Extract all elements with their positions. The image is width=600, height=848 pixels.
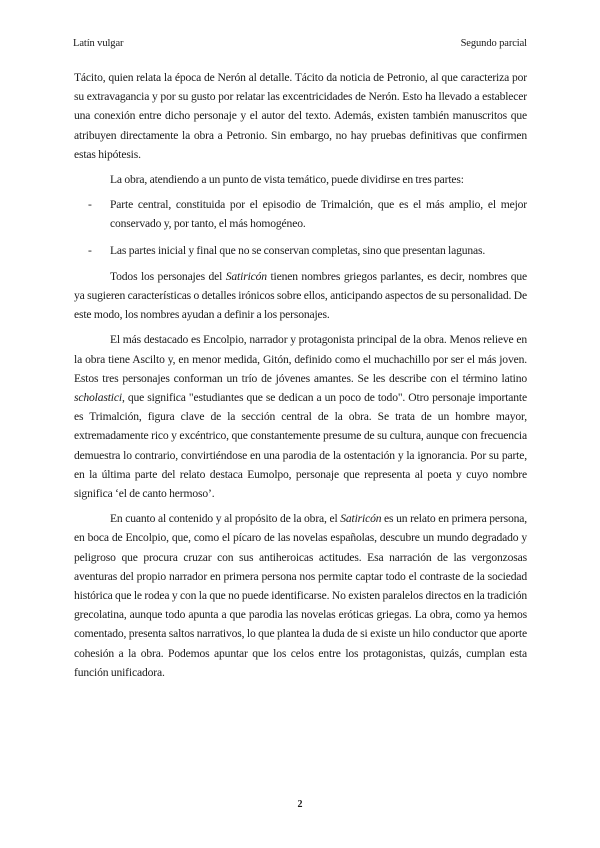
page-header [73, 38, 527, 52]
paragraph-division: La obra, atendiendo a un punto de vista temático, puede dividirse en tres partes: [110, 173, 464, 187]
bullet-dash: - [88, 198, 92, 212]
text-run: tienen nombres griegos parlantes, es decir, nombres que ya sugieren características o detalles irónicos sobre ellos, anticipando aspectos de su personalidad. De este modo, los nombres ayudan a definir a los personajes. [74, 269, 527, 322]
list-item-text: Parte central, constituida por el episodio de Trimalción, que es el más amplio, el mejor conservado y, por tanto, el más homogéneo. [110, 198, 527, 231]
paragraph-character-names [74, 267, 527, 325]
body-text [74, 68, 527, 682]
work-title-italic: Satiricón [225, 269, 267, 283]
text-run: En cuanto al contenido y al propósito de la obra, el [110, 512, 341, 526]
paragraph-content-purpose [74, 509, 527, 682]
bullet-dash: - [88, 243, 92, 257]
header-section-title: Segundo parcial [460, 38, 527, 49]
text-run: El más destacado es Encolpio, narrador y protagonista principal de la obra. Menos relieve en la obra tiene Ascilto y, en menor medida, Gitón, definido como el muchachillo por ser el más joven. Estos tres personajes conforman un trío de jóvenes amantes. Se les describe con el término latino [74, 333, 527, 385]
list-item-text: Las partes inicial y final que no se conservan completas, sino que presentan lagunas. [110, 243, 486, 257]
text-run: Todos los personajes del [110, 269, 226, 283]
paragraph-tacito: Tácito, quien relata la época de Nerón al detalle. Tácito da noticia de Petronio, al que caracteriza por su extravagancia y por su gusto por relatar las excentricidades de Nerón. Esto ha llevado a establecer una conexión entre dicho personaje y el autor del texto. Además, existen también manuscritos que atribuyen directamente la obra a Petronio. Sin embargo, no hay pruebas definitivas que confirmen estas hipótesis. [74, 71, 527, 161]
list-item [74, 241, 527, 260]
text-run: , que significa "estudiantes que se dedican a un poco de todo". Otro personaje importante es Trimalción, figura clave de la sección central de la obra. Se trata de un hombre mayor, extremadamente rico y excéntrico, que constantemente presume de su cultura, aunque con frecuencia demuestra lo contrario, convirtiéndose en una parodia de la ostentación y la ignorancia. Por su parte, en la última parte del relato destaca Eumolpo, personaje que representa al poeta y cuyo nombre significa ‘el de canto hermoso’. [74, 391, 527, 501]
work-title-italic: Satiricón [340, 512, 382, 526]
latin-term-italic: scholastici [74, 391, 122, 405]
parts-list [74, 195, 527, 260]
page-number: 2 [297, 799, 303, 810]
text-run: es un relato en primera persona, en boca de Encolpio, que, como el pícaro de las novelas españolas, descubre un mundo degradado y peligroso que procura cruzar con sus antiheroicas actitudes. Esa narración de las vergonzosas aventuras del propio narrador en primera persona nos permite captar todo el contraste de la sociedad histórica que le rodea y con la que no puede identificarse. No existen paralelos directos en la tradición grecolatina, aunque todo apunta a que parodia las novelas eróticas griegas. La obra, como ya hemos comentado, presenta saltos narrativos, lo que plantea la duda de si existe un hilo conductor que aporte cohesión a la obra. Podemos apuntar que los celos entre los protagonistas, quizás, cumplan esta función unificadora. [74, 512, 527, 679]
paragraph-characters [74, 330, 527, 503]
header-course-title: Latín vulgar [73, 38, 124, 49]
list-item [74, 195, 527, 233]
